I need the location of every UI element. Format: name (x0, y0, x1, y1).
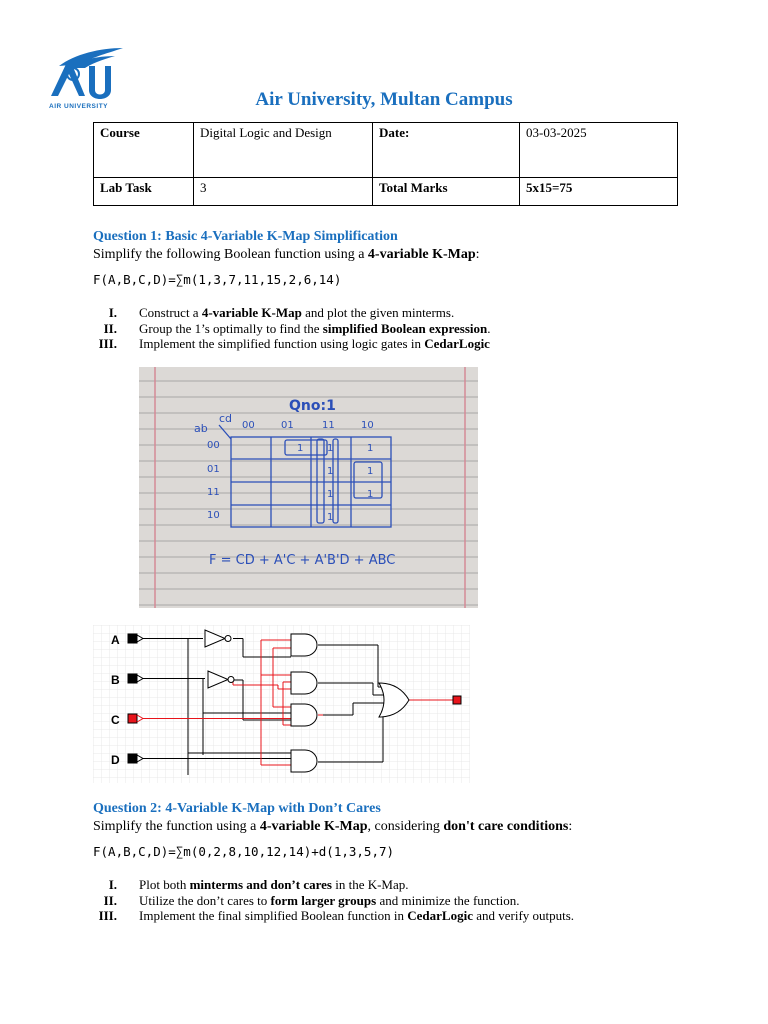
kmap-cell: 1 (367, 466, 374, 477)
input-label-c: C (111, 713, 120, 727)
kmap-row-var: ab (194, 422, 208, 435)
date-value: 03-03-2025 (520, 123, 678, 178)
input-toggle-b (128, 674, 137, 683)
kmap-handwritten-photo (139, 367, 478, 608)
cedarlogic-circuit (93, 625, 470, 783)
kmap-cell: 1 (367, 489, 374, 500)
kmap-col-var: cd (219, 412, 233, 425)
date-label: Date: (373, 123, 520, 178)
lab-task-value: 3 (194, 178, 373, 206)
kmap-row-header: 10 (207, 510, 220, 521)
total-marks-value: 5x15=75 (520, 178, 678, 206)
kmap-col-header: 11 (322, 420, 335, 431)
question-2-heading: Question 2: 4-Variable K-Map with Don’t Cares (93, 801, 381, 816)
question-2-formula: F(A,B,C,D)=∑m(0,2,8,10,12,14)+d(1,3,5,7) (93, 844, 395, 859)
campus-title: Air University, Multan Campus (255, 89, 513, 110)
kmap-cell: 1 (367, 443, 374, 454)
and-gate-3 (291, 704, 317, 726)
input-label-a: A (111, 633, 120, 647)
and-gate-2 (291, 672, 317, 694)
total-marks-label: Total Marks (373, 178, 520, 206)
logo-text: AIR UNIVERSITY (49, 103, 109, 110)
input-toggle-a (128, 634, 137, 643)
kmap-cell: 1 (327, 489, 334, 500)
question-2-intro: Simplify the function using a 4-variable K-Map, considering don't care conditions: (93, 819, 573, 834)
kmap-result: F = CD + A'C + A'B'D + ABC (209, 553, 396, 568)
input-toggle-c (128, 714, 137, 723)
lab-task-label: Lab Task (94, 178, 194, 206)
kmap-col-header: 00 (242, 420, 255, 431)
course-label: Course (94, 123, 194, 178)
kmap-cell: 1 (327, 466, 334, 477)
question-1-intro: Simplify the following Boolean function using a 4-variable K-Map: (93, 247, 480, 262)
course-info-table (93, 122, 678, 206)
kmap-cell: 1 (297, 443, 304, 454)
and-gate-1 (291, 634, 317, 656)
kmap-cell: 1 (327, 443, 334, 454)
question-1-formula: F(A,B,C,D)=∑m(1,3,7,11,15,2,6,14) (93, 272, 342, 287)
kmap-row-header: 01 (207, 464, 220, 475)
kmap-col-header: 01 (281, 420, 294, 431)
kmap-row-header: 00 (207, 440, 220, 451)
and-gate-4 (291, 750, 317, 772)
kmap-title: Qno:1 (289, 398, 336, 414)
kmap-cell: 1 (327, 512, 334, 523)
input-label-d: D (111, 753, 120, 767)
input-label-b: B (111, 673, 120, 687)
kmap-row-header: 11 (207, 487, 220, 498)
input-toggle-d (128, 754, 137, 763)
question-1-heading: Question 1: Basic 4-Variable K-Map Simplification (93, 229, 398, 244)
output-led (453, 696, 461, 704)
course-value: Digital Logic and Design (194, 123, 373, 178)
kmap-col-header: 10 (361, 420, 374, 431)
